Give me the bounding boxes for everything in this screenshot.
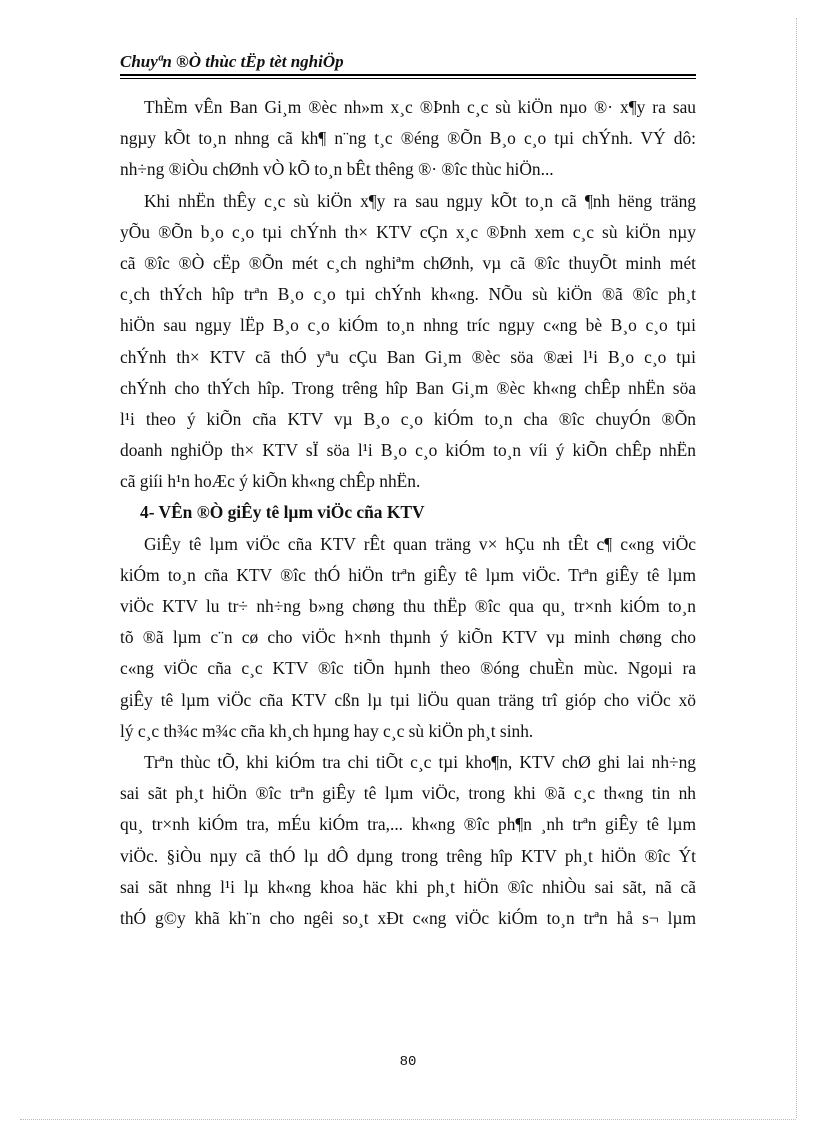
header-rule [120, 74, 696, 76]
text-line: viÖc. §iÒu nµy cã thÓ lµ dÔ dµng trong trêng hîp KTV ph¸t hiÖn ®îc Ýt [120, 845, 696, 866]
page-border-right [796, 18, 797, 1118]
text-line: hiÖn sau ngµy lËp B¸o c¸o kiÓm to¸n nhng tríc ngµy c«ng bè B¸o c¸o tµi [120, 315, 696, 336]
header-title: Chuyªn ®Ò thùc tËp tèt nghiÖp [120, 52, 344, 71]
text-line: chÝnh th× KTV cã thÓ yªu cÇu Ban Gi¸m ®èc söa ®æi l¹i B¸o c¸o tµi [120, 346, 696, 367]
text-line: cã giíi h¹n hoÆc ý kiÕn kh«ng chÊp nhËn. [120, 471, 421, 492]
page-header [120, 50, 696, 76]
body-text [120, 92, 696, 934]
text-line: cã ®îc ®Ò cËp ®Õn mét c¸ch nghiªm chØnh, vµ cã ®îc thuyÕt minh mét [120, 252, 696, 273]
page-border-bottom [20, 1119, 796, 1120]
text-line: nh÷ng ®iÒu chØnh vÒ kÕ to¸n bÊt thêng ®· ®îc thùc hiÖn... [120, 159, 554, 180]
header-rule-thin [120, 78, 696, 79]
text-line: qu¸ tr×nh kiÓm tra, mÉu kiÓm tra,... kh«ng ®îc ph¶n ¸nh trªn giÊy tê lµm [120, 814, 696, 835]
text-line: sai sãt ph¸t hiÖn ®îc trªn giÊy tê lµm viÖc, trong khi ®ã c¸c th«ng tin nh [120, 783, 696, 804]
text-line: kiÓm to¸n cña KTV ®îc thÓ hiÖn trªn giÊy tê lµm viÖc. Trªn giÊy tê lµm [120, 564, 696, 585]
text-line: ThÈm vÊn Ban Gi¸m ®èc nh»m x¸c ®Þnh c¸c sù kiÖn nµo ®· x¶y ra sau [144, 97, 696, 117]
text-line: yÕu ®Õn b¸o c¸o tµi chÝnh th× KTV cÇn x¸c ®Þnh xem c¸c sù kiÖn nµy [120, 221, 696, 242]
text-line: c¸ch thÝch hîp trªn B¸o c¸o tµi chÝnh kh«ng. NÕu sù kiÖn ®ã ®îc ph¸t [120, 284, 696, 305]
text-line: Trªn thùc tÕ, khi kiÓm tra chi tiÕt c¸c tµi kho¶n, KTV chØ ghi lai nh÷ng [144, 751, 696, 772]
text-line: Khi nhËn thÊy c¸c sù kiÖn x¶y ra sau ngµy kÕt to¸n cã ¶nh hëng träng [144, 190, 696, 211]
text-line: chÝnh cho thÝch hîp. Trong trêng hîp Ban Gi¸m ®èc kh«ng chÊp nhËn söa [120, 377, 696, 398]
text-line: viÖc KTV lu tr÷ nh÷ng b»ng chøng thu thËp ®îc qua qu¸ tr×nh kiÓm to¸n [120, 596, 696, 616]
text-line: doanh nghiÖp th× KTV sÏ söa l¹i B¸o c¸o kiÓm to¸n víi ý kiÕn chÊp nhËn [120, 440, 696, 461]
text-line: lý c¸c th¾c m¾c cña kh¸ch hµng hay c¸c sù kiÖn ph¸t sinh. [120, 720, 534, 741]
text-line: sai sãt nhng l¹i lµ kh«ng khoa häc khi ph¸t hiÖn ®îc nhiÒu sai sãt, nã cã [120, 876, 696, 897]
text-line: GiÊy tê lµm viÖc cña KTV rÊt quan träng v× hÇu nh tÊt c¶ c«ng viÖc [144, 533, 696, 554]
section-heading: 4- VÊn ®Ò giÊy tê lµm viÖc cña KTV [140, 502, 425, 523]
text-line: giÊy tê lµm viÖc cña KTV cßn lµ tµi liÖu quan träng trî gióp cho viÖc xö [120, 689, 696, 710]
text-line: tõ ®ã lµm c¨n cø cho viÖc h×nh thµnh ý kiÕn KTV vµ minh chøng cho [120, 627, 696, 648]
text-line: ngµy kÕt to¸n nhng cã kh¶ n¨ng t¸c ®éng ®Õn B¸o c¸o tµi chÝnh. VÝ dô: [120, 128, 696, 149]
text-line: c«ng viÖc cña c¸c KTV ®îc tiÕn hµnh theo ®óng chuÈn mùc. Ngoµi ra [120, 658, 696, 679]
text-line: thÓ g©y khã kh¨n cho ngêi so¸t xÐt c«ng viÖc kiÓm to¸n trªn hå s¬ lµm [120, 907, 696, 928]
text-line: l¹i theo ý kiÕn cña KTV vµ B¸o c¸o kiÓm to¸n cha ®îc chuyÓn ®Õn [120, 408, 696, 429]
page-number: 80 [399, 1054, 417, 1070]
